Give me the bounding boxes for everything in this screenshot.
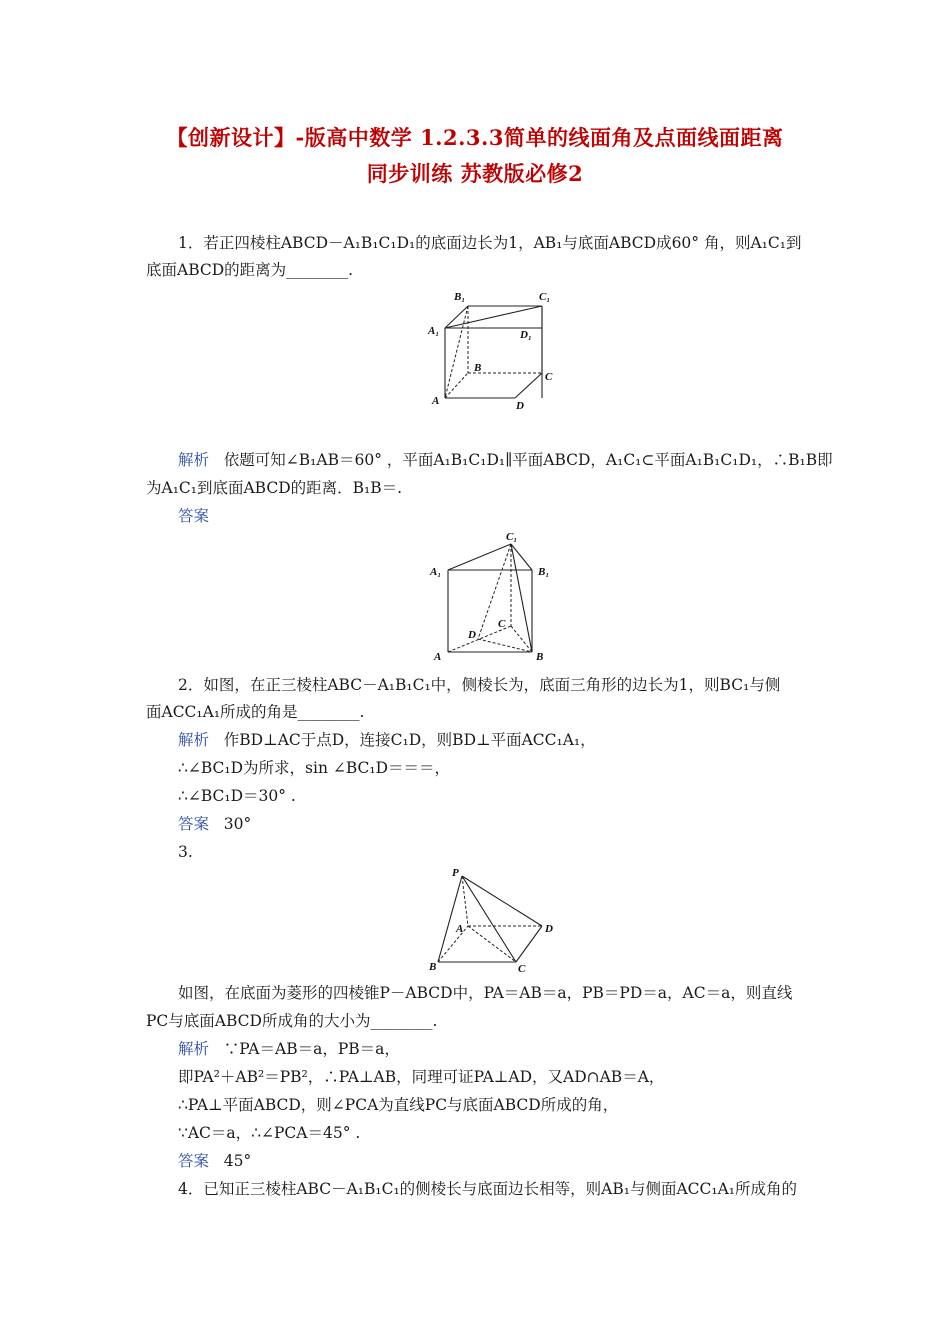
q1-fig-label-a: A	[432, 395, 440, 407]
q1-fig-label-b: B	[474, 362, 482, 374]
q2-figure-prism	[426, 530, 560, 664]
document-title-line1: 【创新设计】-版高中数学 1.2.3.3简单的线面角及点面线面距离	[166, 125, 784, 150]
q3-text-line1: 如图，在底面为菱形的四棱锥P－ABCD中，PA＝AB＝a，PB＝PD＝a，AC＝a，则直线	[178, 984, 793, 1002]
q2-text-line2: 面ACC₁A₁所成的角是________.	[146, 703, 365, 721]
q3-fig-label-d: D	[545, 923, 553, 935]
q2-answer-line	[178, 812, 251, 836]
answer-label: 答案	[178, 507, 210, 525]
q1-fig-label-c: C	[545, 371, 553, 383]
q3-analysis-line2: 即PA²＋AB²＝PB²，∴PA⊥AB，同理可证PA⊥AD，又AD∩AB＝A，	[178, 1068, 665, 1086]
q4-text-line1: 4．已知正三棱柱ABC－A₁B₁C₁的侧棱长与底面边长相等，则AB₁与侧面ACC₁A₁所成角的	[178, 1180, 798, 1198]
q2-analysis-line1	[178, 728, 596, 752]
analysis-label: 解析	[178, 731, 210, 749]
q3-fig-label-p: P	[452, 867, 459, 879]
q1-fig-label-b1: B₁	[454, 291, 466, 303]
analysis-label: 解析	[178, 1040, 210, 1058]
q1-fig-label-a1: A₁	[428, 325, 440, 337]
q3-fig-label-c: C	[518, 963, 526, 975]
q1-text-line1: 1．若正四棱柱ABCD－A₁B₁C₁D₁的底面边长为1，AB₁与底面ABCD成60° 角，则A₁C₁到	[178, 234, 802, 252]
analysis-label: 解析	[178, 451, 210, 469]
q1-analysis-line1	[178, 448, 833, 472]
q3-answer-line	[178, 1149, 251, 1173]
q3-figure-pyramid	[424, 866, 564, 978]
answer-label: 答案	[178, 1152, 210, 1170]
q3-fig-label-a: A	[456, 923, 464, 935]
q1-figure-cube	[420, 288, 570, 414]
q2-analysis-text1: 作BD⊥AC于点D，连接C₁D，则BD⊥平面ACC₁A₁，	[223, 731, 596, 749]
q1-fig-label-d1: D₁	[520, 329, 532, 341]
q2-analysis-line2: ∴∠BC₁D为所求，sin ∠BC₁D＝＝＝，	[178, 759, 451, 777]
q1-answer-line	[178, 504, 224, 528]
q2-fig-label-a: A	[434, 651, 442, 663]
q3-fig-label-b: B	[429, 961, 437, 973]
q3-analysis-text1: ∵PA＝AB＝a，PB＝a，	[223, 1040, 400, 1058]
q3-analysis-line4: ∵AC＝a，∴∠PCA＝45° .	[178, 1124, 361, 1142]
q3-answer: 45°	[223, 1152, 252, 1170]
q2-fig-label-b1: B₁	[538, 566, 550, 578]
document-title-line2: 同步训练 苏教版必修2	[366, 161, 584, 186]
q2-fig-label-c: C	[498, 618, 506, 630]
q2-fig-label-b: B	[536, 651, 544, 663]
q1-text-line2: 底面ABCD的距离为________.	[146, 261, 354, 279]
q2-fig-label-d: D	[468, 629, 476, 641]
q1-analysis-line2: 为A₁C₁到底面ABCD的距离．B₁B＝.	[146, 479, 403, 497]
q1-analysis-text1: 依题可知∠B₁AB＝60° ，平面A₁B₁C₁D₁∥平面ABCD，A₁C₁⊂平面A₁B₁C₁D₁，∴B₁B即	[223, 451, 833, 469]
q3-text-line2: PC与底面ABCD所成角的大小为________.	[146, 1012, 438, 1030]
q2-text-line1: 2．如图，在正三棱柱ABC－A₁B₁C₁中，侧棱长为，底面三角形的边长为1，则BC₁与侧	[178, 676, 781, 694]
q2-fig-label-a1: A₁	[430, 566, 442, 578]
q2-analysis-line3: ∴∠BC₁D＝30° .	[178, 787, 296, 805]
q3-number: 3.	[178, 843, 193, 861]
q2-answer: 30°	[223, 815, 252, 833]
q1-fig-label-d: D	[516, 400, 524, 412]
q2-fig-label-c1: C₁	[506, 531, 518, 543]
answer-label: 答案	[178, 815, 210, 833]
q3-analysis-line1	[178, 1037, 400, 1061]
q3-analysis-line3: ∴PA⊥平面ABCD，则∠PCA为直线PC与底面ABCD所成的角，	[178, 1096, 619, 1114]
q1-fig-label-c1: C₁	[539, 291, 551, 303]
